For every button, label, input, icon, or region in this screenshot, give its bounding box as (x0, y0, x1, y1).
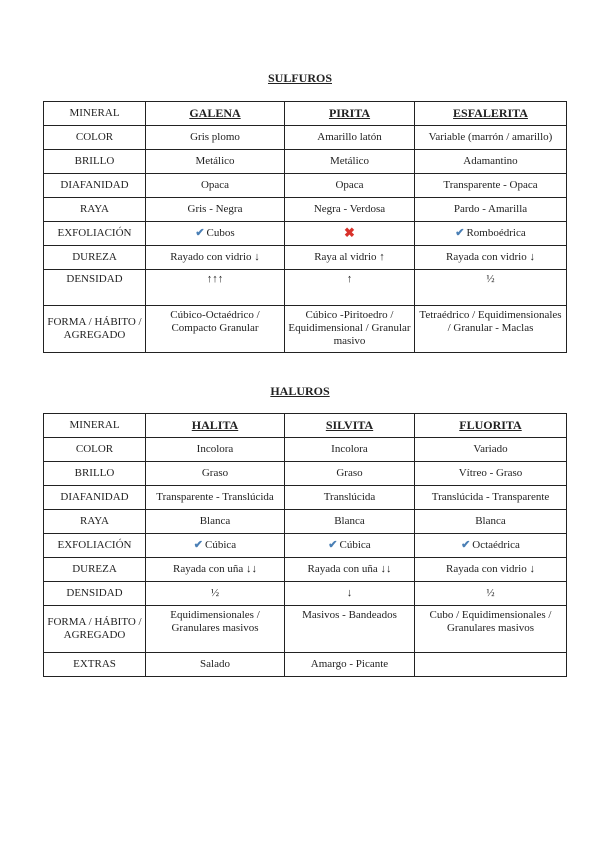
table-cell: Vítreo - Graso (415, 462, 567, 486)
table-cell: Negra - Verdosa (285, 198, 415, 222)
table-header-row (44, 414, 567, 438)
table-cell: Cúbico -Piritoedro / Equidimensional / Granular masivo (285, 306, 415, 353)
table-row (44, 510, 567, 534)
table-cell: Masivos - Bandeados (285, 606, 415, 653)
haluros-title: HALUROS (270, 384, 330, 398)
header-pirita: PIRITA (285, 102, 415, 126)
header-mineral: MINERAL (44, 102, 146, 126)
table-cell: Raya al vidrio ↑ (285, 246, 415, 270)
cell-text: Cúbica (339, 539, 371, 551)
table-cell: ½ (415, 582, 567, 606)
cell-text: Cúbica (205, 539, 237, 551)
table-row (44, 486, 567, 510)
table-cell: Variable (marrón / amarillo) (415, 126, 567, 150)
row-label: DIAFANIDAD (44, 486, 146, 510)
table-cell: Cúbico-Octaédrico / Compacto Granular (146, 306, 285, 353)
table-cell: Salado (146, 653, 285, 677)
header-esfalerita: ESFALERITA (415, 102, 567, 126)
check-icon: ✔ (193, 539, 204, 551)
table-cell: ↑ (285, 270, 415, 306)
table-cell (146, 534, 285, 558)
table-cell: ½ (146, 582, 285, 606)
row-label: COLOR (44, 438, 146, 462)
table-cell: ↓ (285, 582, 415, 606)
table-cell: Incolora (146, 438, 285, 462)
table-cell (415, 534, 567, 558)
row-label: DIAFANIDAD (44, 174, 146, 198)
header-galena: GALENA (146, 102, 285, 126)
table-cell: Translúcida - Transparente (415, 486, 567, 510)
row-label: RAYA (44, 510, 146, 534)
table-cell: Tetraédrico / Equidimensionales / Granular - Maclas (415, 306, 567, 353)
row-label: DENSIDAD (44, 270, 146, 306)
table-cell: Opaca (146, 174, 285, 198)
row-label: DUREZA (44, 246, 146, 270)
table-cell: Rayada con vidrio ↓ (415, 246, 567, 270)
table-row (44, 558, 567, 582)
table-cell: Transparente - Opaca (415, 174, 567, 198)
header-silvita: SILVITA (285, 414, 415, 438)
table-cell (415, 653, 567, 677)
table-cell: Gris plomo (146, 126, 285, 150)
cell-text: Octaédrica (472, 539, 520, 551)
row-label: FORMA / HÁBITO / AGREGADO (44, 606, 146, 653)
table-cell: Rayada con uña ↓↓ (146, 558, 285, 582)
table-cell: Transparente - Translúcida (146, 486, 285, 510)
table-cell: Opaca (285, 174, 415, 198)
table-cell (285, 222, 415, 246)
header-fluorita: FLUORITA (415, 414, 567, 438)
table-row (44, 606, 567, 653)
table-header-row (44, 102, 567, 126)
table-row (44, 582, 567, 606)
row-label: COLOR (44, 126, 146, 150)
sulfuros-table (43, 101, 567, 353)
header-halita: HALITA (146, 414, 285, 438)
cell-text: Romboédrica (466, 227, 526, 239)
check-icon: ✔ (455, 227, 465, 239)
table-cell: Rayado con vidrio ↓ (146, 246, 285, 270)
table-row (44, 270, 567, 306)
check-icon: ✔ (461, 539, 471, 551)
row-label: FORMA / HÁBITO / AGREGADO (44, 306, 146, 353)
row-label: RAYA (44, 198, 146, 222)
table-cell (146, 222, 285, 246)
table-row (44, 306, 567, 353)
check-icon: ✔ (328, 539, 338, 551)
table-cell: Amargo - Picante (285, 653, 415, 677)
table-cell: ↑↑↑ (146, 270, 285, 306)
row-label: BRILLO (44, 462, 146, 486)
table-row (44, 198, 567, 222)
table-cell: Rayada con vidrio ↓ (415, 558, 567, 582)
row-label: EXFOLIACIÓN (44, 534, 146, 558)
row-label: DUREZA (44, 558, 146, 582)
table-cell: Cubo / Equidimensionales / Granulares masivos (415, 606, 567, 653)
table-cell: Variado (415, 438, 567, 462)
table-cell: Blanca (285, 510, 415, 534)
table-row (44, 150, 567, 174)
table-cell: Graso (146, 462, 285, 486)
row-label: EXTRAS (44, 653, 146, 677)
row-label: DENSIDAD (44, 582, 146, 606)
table-row (44, 534, 567, 558)
row-label: BRILLO (44, 150, 146, 174)
table-row (44, 438, 567, 462)
table-row (44, 126, 567, 150)
haluros-table (43, 413, 567, 677)
table-cell: Graso (285, 462, 415, 486)
table-cell (415, 222, 567, 246)
table-cell: Blanca (415, 510, 567, 534)
table-cell: Incolora (285, 438, 415, 462)
sulfuros-title: SULFUROS (267, 71, 332, 85)
table-cell: Adamantino (415, 150, 567, 174)
table-cell: Blanca (146, 510, 285, 534)
table-row (44, 653, 567, 677)
table-cell: Rayada con uña ↓↓ (285, 558, 415, 582)
cell-text: Cubos (206, 227, 235, 239)
table-row (44, 462, 567, 486)
row-label: EXFOLIACIÓN (44, 222, 146, 246)
table-cell: Gris - Negra (146, 198, 285, 222)
table-cell (285, 534, 415, 558)
cross-icon: ✖ (344, 225, 355, 240)
table-row (44, 174, 567, 198)
table-cell: Amarillo latón (285, 126, 415, 150)
table-cell: Metálico (285, 150, 415, 174)
table-row (44, 222, 567, 246)
check-icon: ✔ (195, 227, 205, 239)
table-cell: Equidimensionales / Granulares masivos (146, 606, 285, 653)
table-cell: Translúcida (285, 486, 415, 510)
header-mineral: MINERAL (44, 414, 146, 438)
table-cell: Pardo - Amarilla (415, 198, 567, 222)
table-row (44, 246, 567, 270)
table-cell: Metálico (146, 150, 285, 174)
table-cell: ½ (415, 270, 567, 306)
